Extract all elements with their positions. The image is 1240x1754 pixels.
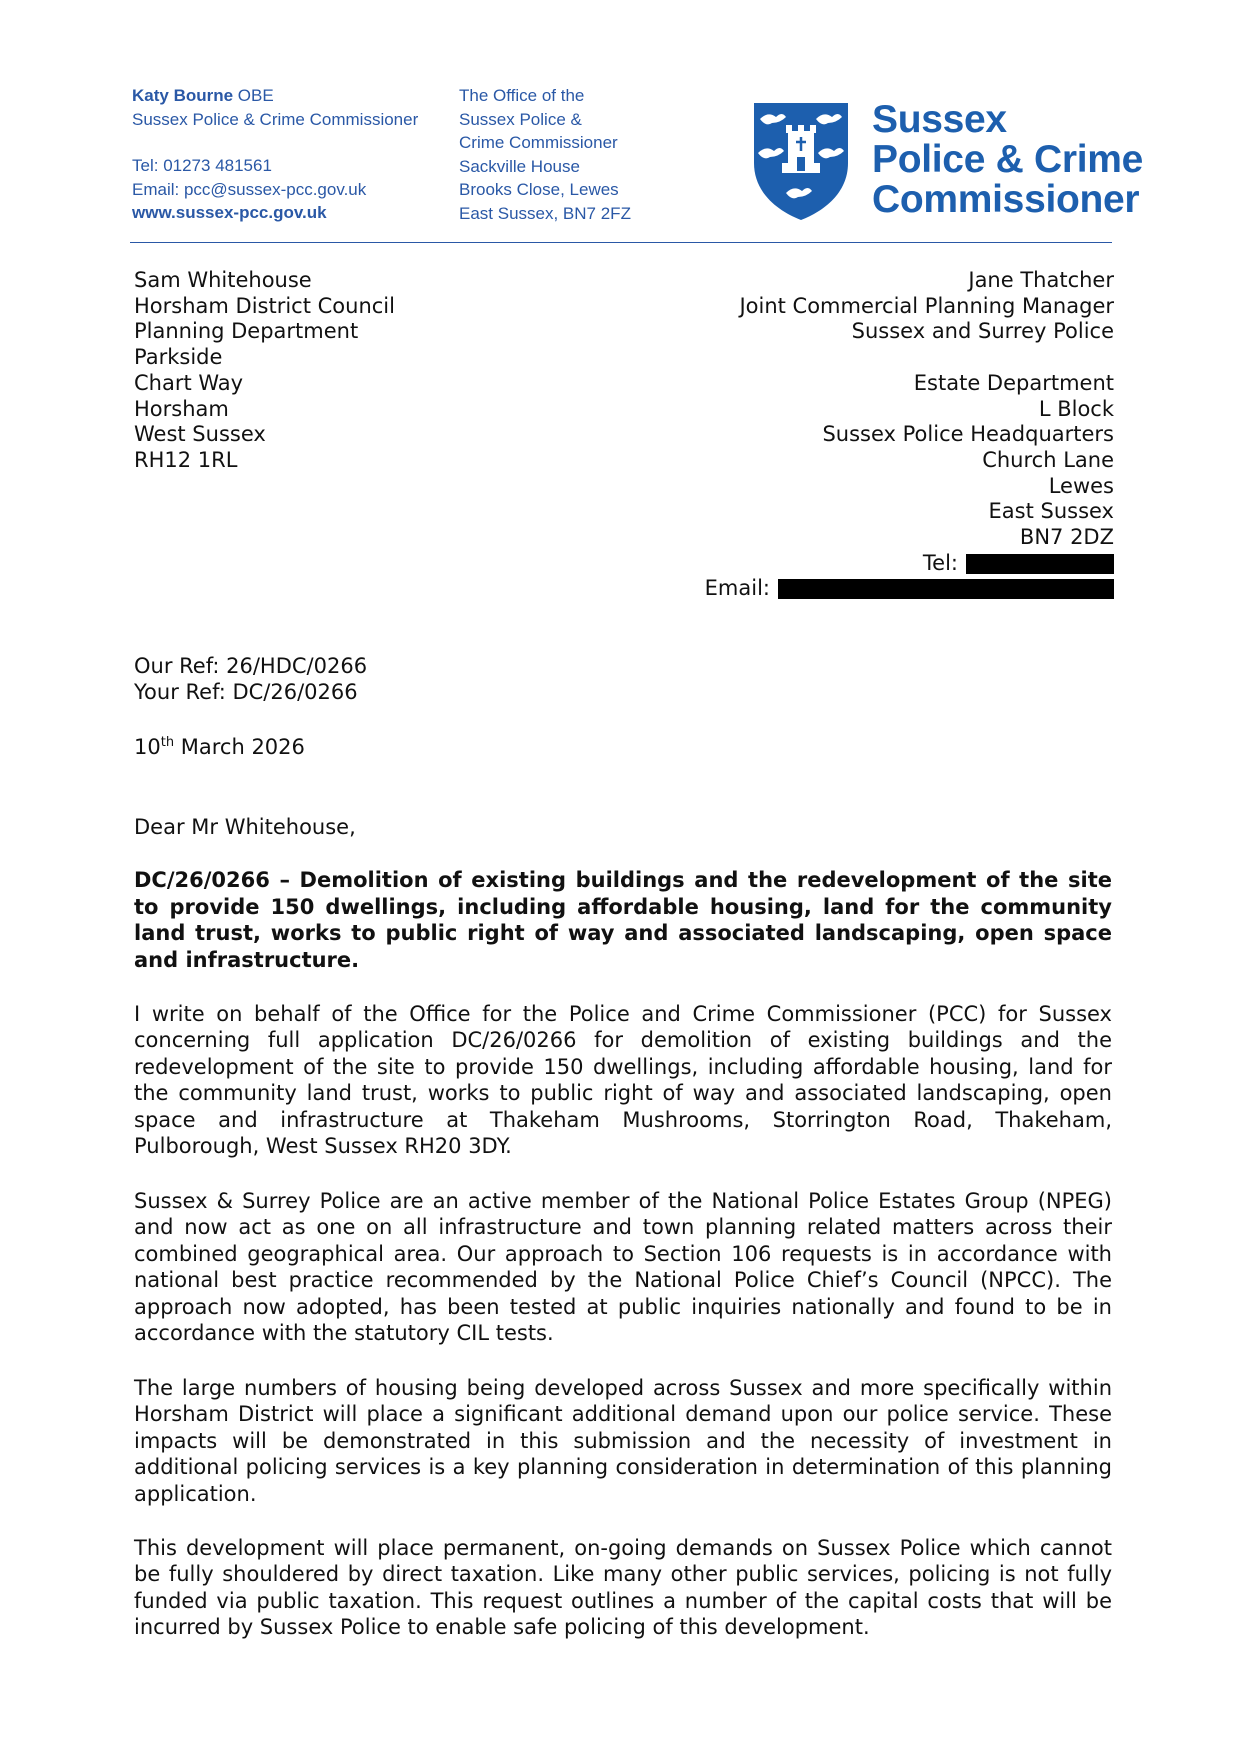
letterhead-sender-block (132, 84, 418, 225)
salutation: Dear Mr Whitehouse, (134, 815, 356, 839)
recipient-address (134, 268, 395, 474)
recipient-line: Parkside (134, 345, 223, 370)
letterhead-divider (130, 242, 1112, 243)
logo-line: Police & Crime (872, 138, 1144, 181)
sender-name: Katy Bourne (132, 86, 234, 105)
recipient-line: Planning Department (134, 319, 359, 344)
author-tel: Tel: (705, 551, 1114, 577)
office-line: Brooks Close, Lewes (459, 180, 619, 199)
author-line: Sussex Police Headquarters (822, 422, 1114, 447)
body-paragraph: Sussex & Surrey Police are an active member of the National Police Estates Group (NPEG) and now act as one on all infrastructure and town planning related matters across their combined geographical area. Our approach to Section 106 requests is in accordance with national best practice recommended by the National Police Chief’s Council (NPCC). The approach now adopted, has been tested at public inquiries nationally and found to be in accordance with the statutory CIL tests. (134, 1189, 1112, 1346)
author-line: Jane Thatcher (968, 268, 1114, 292)
our-ref: Our Ref: 26/HDC/0266 (134, 654, 368, 678)
sender-honours: OBE (233, 86, 274, 105)
sender-name-line (132, 84, 418, 108)
sender-role: Sussex Police & Crime Commissioner (132, 109, 419, 129)
letter-date: 10th March 2026 (134, 735, 305, 759)
sender-website-link[interactable]: www.sussex-pcc.gov.uk (132, 203, 327, 222)
organisation-logo-text (872, 100, 1143, 220)
office-line: Sackville House (459, 156, 580, 176)
author-line: BN7 2DZ (1019, 525, 1114, 550)
author-line: East Sussex (988, 499, 1114, 524)
author-line: Joint Commercial Planning Manager (739, 293, 1114, 318)
logo-line: Sussex (872, 98, 1007, 141)
sender-tel: Tel: 01273 481561 (132, 156, 272, 175)
author-line: Lewes (1048, 473, 1114, 498)
office-line: East Sussex, BN7 2FZ (459, 203, 631, 223)
pcc-crest-logo-icon (752, 101, 850, 221)
author-line: Estate Department (913, 370, 1114, 395)
sender-email: Email: pcc@sussex-pcc.gov.uk (132, 179, 367, 199)
body-paragraph: The large numbers of housing being developed across Sussex and more specifically within Horsham District will place a significant additional demand upon our police service. These impacts will be demonstrated in this submission and the necessity of investment in additional policing services is a key planning consideration in determination of this planning application. (134, 1376, 1112, 1506)
author-line: Church Lane (982, 447, 1114, 472)
recipient-line: Sam Whitehouse (134, 268, 312, 292)
recipient-line: RH12 1RL (134, 447, 238, 472)
office-line: Crime Commissioner (459, 133, 618, 152)
references (134, 654, 367, 705)
body-paragraph: This development will place permanent, on-going demands on Sussex Police which cannot be fully shouldered by direct taxation. Like many other public services, policing is not fully funded via public taxation. This request outlines a number of the capital costs that will be incurred by Sussex Police to enable safe policing of this development. (134, 1536, 1112, 1640)
author-line: L Block (1038, 396, 1114, 421)
recipient-line: Horsham District Council (134, 293, 395, 318)
recipient-line: Chart Way (134, 370, 244, 395)
author-email: Email: (705, 576, 1114, 602)
subject-heading: DC/26/0266 – Demolition of existing buildings and the redevelopment of the site to provide 150 dwellings, including affordable housing, land for the community land trust, works to public right of way and associated landscaping, open space and infrastructure. (134, 868, 1112, 972)
author-address (705, 268, 1114, 602)
body-paragraph: I write on behalf of the Office for the Police and Crime Commissioner (PCC) for Sussex concerning full application DC/26/0266 for demolition of existing buildings and the redevelopment of the site to provide 150 dwellings, including affordable housing, land for the community land trust, works to public right of way and associated landscaping, open space and infrastructure at Thakeham Mushrooms, Storrington Road, Thakeham, Pulborough, West Sussex RH20 3DY. (134, 1002, 1112, 1159)
recipient-line: Horsham (134, 396, 229, 421)
office-line: Sussex Police & (459, 109, 582, 129)
recipient-line: West Sussex (134, 422, 266, 447)
office-line: The Office of the (459, 86, 585, 105)
logo-line: Commissioner (872, 178, 1140, 221)
author-line: Sussex and Surrey Police (851, 319, 1114, 344)
your-ref: Your Ref: DC/26/0266 (134, 679, 358, 704)
redacted-tel (966, 554, 1114, 574)
letterhead-office-address (459, 84, 631, 225)
redacted-email (778, 579, 1114, 599)
